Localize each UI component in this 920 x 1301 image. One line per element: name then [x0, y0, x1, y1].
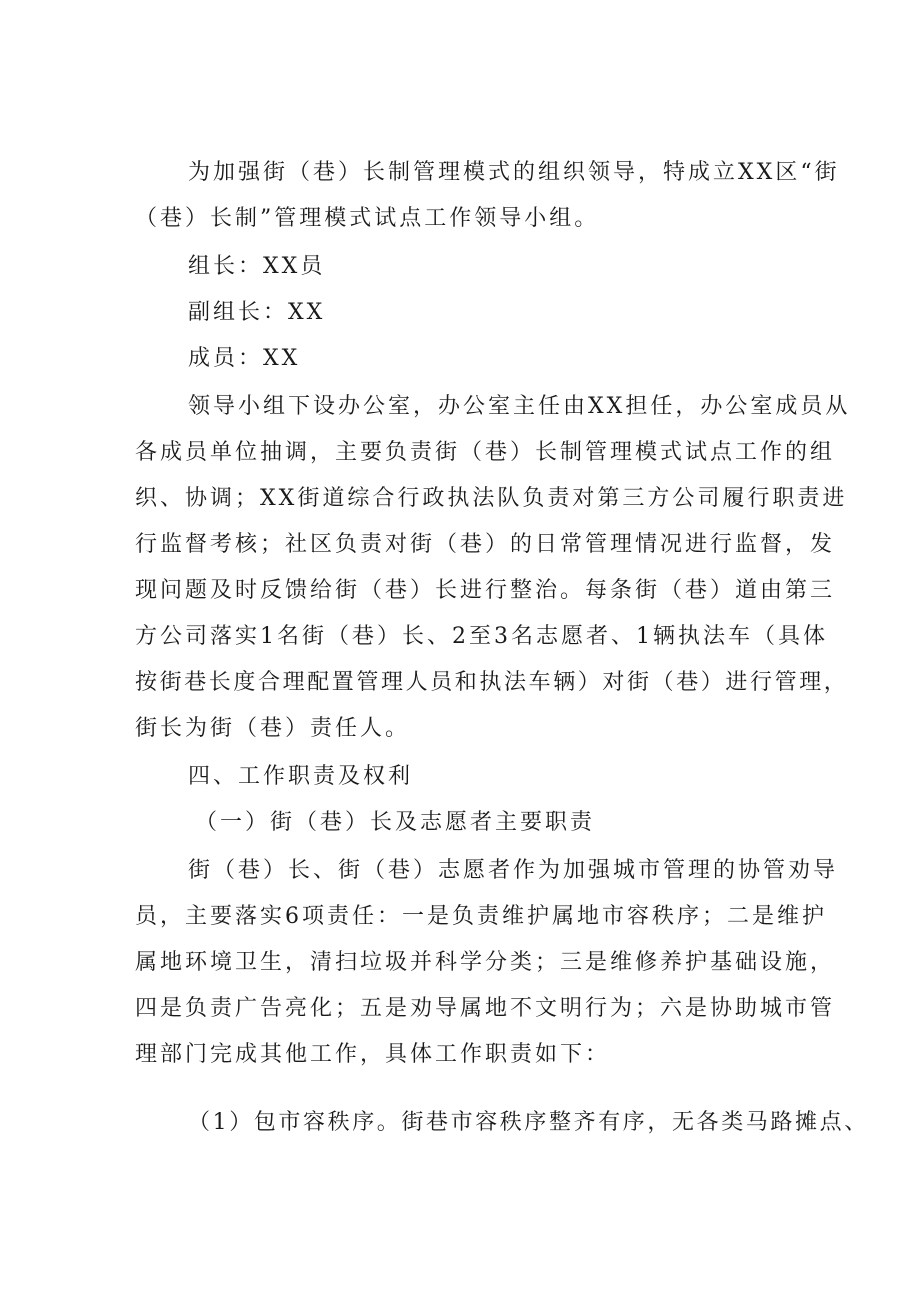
section-heading: 四、工作职责及权利: [188, 764, 414, 789]
duties-paragraph-line-2: 员，主要落实6项责任：一是负责维护属地市容秩序；二是维护: [135, 904, 827, 929]
office-paragraph-line-5: 现问题及时反馈给街（巷）长进行整治。每条街（巷）道由第三: [135, 578, 836, 603]
paragraph-intro-line-2: （巷）长制”管理模式试点工作领导小组。: [135, 206, 600, 231]
subsection-heading: （一）街（巷）长及志愿者主要职责: [195, 810, 596, 835]
office-paragraph-line-8: 街长为街（巷）责任人。: [135, 716, 411, 741]
duties-paragraph-line-3: 属地环境卫生，清扫垃圾并科学分类；三是维修养护基础设施，: [135, 950, 836, 975]
office-paragraph-line-6: 方公司落实1名街（巷）长、2至3名志愿者、1辆执法车（具体: [135, 624, 828, 649]
deputy-leader-line: 副组长：XX: [188, 300, 326, 325]
office-paragraph-line-3: 织、协调；XX街道综合行政执法队负责对第三方公司履行职责进: [135, 486, 848, 511]
paragraph-intro-line-1: 为加强街（巷）长制管理模式的组织领导，特成立XX区“街: [188, 160, 840, 185]
office-paragraph-line-7: 按街巷长度合理配置管理人员和执法车辆）对街（巷）进行管理，: [135, 670, 849, 695]
office-paragraph-line-2: 各成员单位抽调，主要负责街（巷）长制管理模式试点工作的组: [135, 440, 836, 465]
duties-paragraph-line-5: 理部门完成其他工作，具体工作职责如下：: [135, 1042, 611, 1067]
office-paragraph-line-4: 行监督考核；社区负责对街（巷）的日常管理情况进行监督，发: [135, 532, 836, 557]
duties-paragraph-line-1: 街（巷）长、街（巷）志愿者作为加强城市管理的协管劝导: [188, 858, 839, 883]
group-leader-line: 组长：XX员: [188, 254, 326, 279]
members-line: 成员：XX: [188, 346, 301, 371]
office-paragraph-line-1: 领导小组下设办公室，办公室主任由XX担任，办公室成员从: [188, 394, 851, 419]
item-1-line: （1）包市容秩序。街巷市容秩序整齐有序，无各类马路摊点、: [188, 1110, 869, 1135]
duties-paragraph-line-4: 四是负责广告亮化；五是劝导属地不文明行为；六是协助城市管: [135, 996, 836, 1021]
